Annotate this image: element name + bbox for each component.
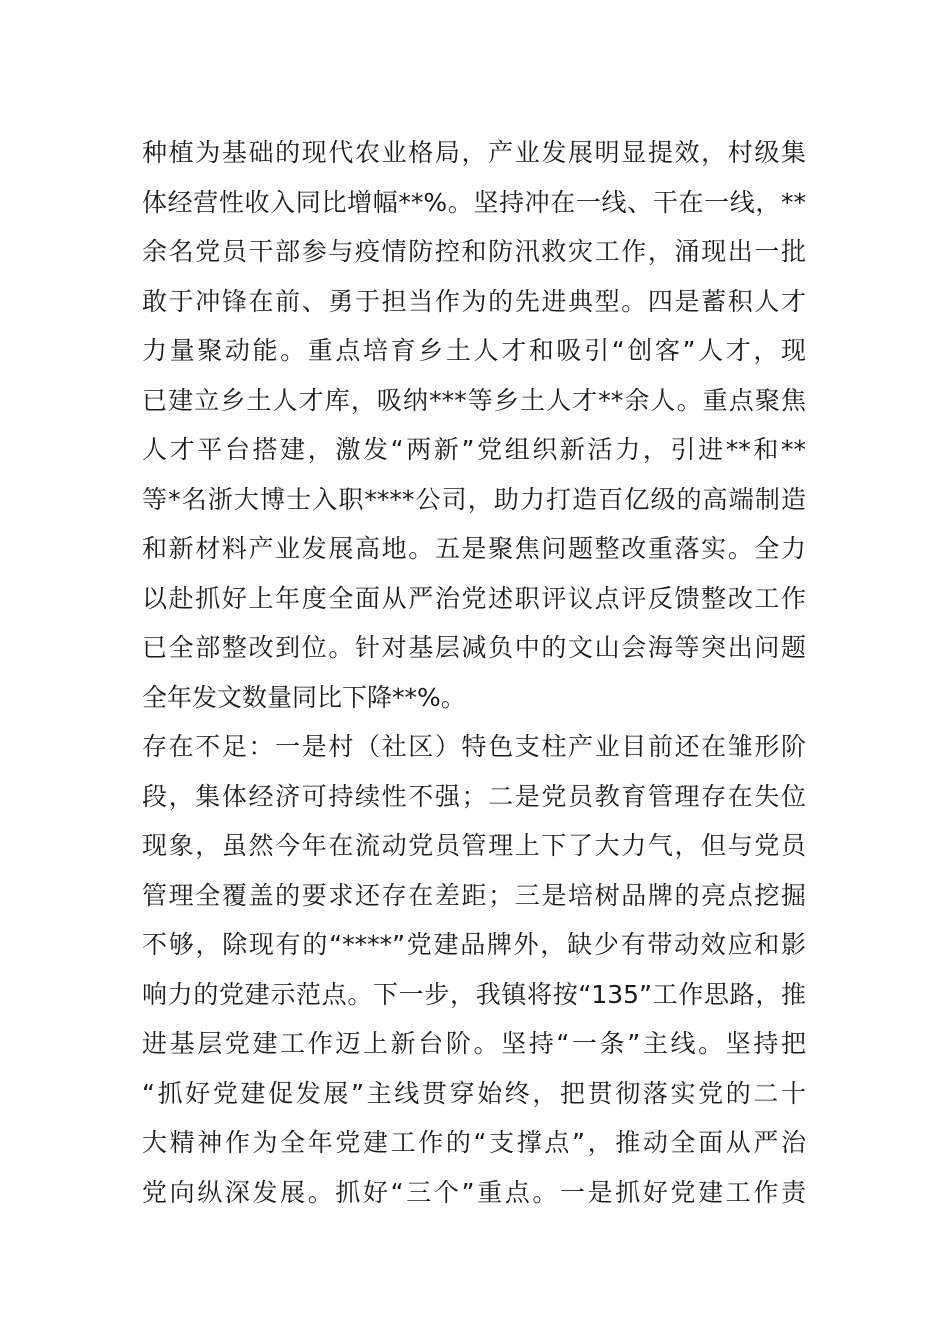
text-line: 人才平台搭建，激发“两新”党组织新活力，引进**和** — [142, 435, 806, 464]
text-line: 存在不足：一是村（社区）特色支柱产业目前还在雏形阶 — [142, 732, 806, 761]
text-line: 体经营性收入同比增幅**%。坚持冲在一线、干在一线，** — [142, 187, 806, 217]
text-line: 种植为基础的现代农业格局，产业发展明显提效，村级集 — [142, 138, 806, 167]
text-line: 已建立乡土人才库，吸纳***等乡土人才**余人。重点聚焦 — [142, 385, 806, 415]
text-line: “抓好党建促发展”主线贯穿始终，把贯彻落实党的二十 — [142, 1078, 806, 1108]
text-line: 管理全覆盖的要求还存在差距；三是培树品牌的亮点挖掘 — [142, 880, 806, 910]
text-line: 全年发文数量同比下降**%。 — [142, 682, 466, 712]
text-line: 现象，虽然今年在流动党员管理上下了大力气，但与党员 — [142, 831, 806, 860]
paragraph-achievements — [142, 128, 806, 722]
text-line: 力量聚动能。重点培育乡土人才和吸引“创客”人才，现 — [142, 336, 806, 365]
text-line: 和新材料产业发展高地。五是聚焦问题整改重落实。全力 — [142, 534, 806, 563]
text-line: 敢于冲锋在前、勇于担当作为的先进典型。四是蓄积人才 — [142, 286, 806, 316]
text-line: 已全部整改到位。针对基层减负中的文山会海等突出问题 — [142, 633, 806, 662]
text-line: 以赴抓好上年度全面从严治党述职评议点评反馈整改工作 — [142, 583, 806, 613]
body-text — [142, 128, 806, 1217]
text-line: 党向纵深发展。抓好“三个”重点。一是抓好党建工作责 — [142, 1177, 806, 1207]
text-line: 进基层党建工作迈上新台阶。坚持“一条”主线。坚持把 — [142, 1029, 806, 1058]
text-line: 余名党员干部参与疫情防控和防汛救灾工作，涌现出一批 — [142, 237, 806, 266]
text-line: 大精神作为全年党建工作的“支撑点”，推动全面从严治 — [142, 1128, 806, 1157]
paragraph-shortcomings — [142, 722, 806, 1217]
text-line: 等*名浙大博士入职****公司，助力打造百亿级的高端制造 — [142, 484, 806, 514]
text-line: 响力的党建示范点。下一步，我镇将按“135”工作思路，推 — [142, 979, 806, 1009]
text-line: 段，集体经济可持续性不强；二是党员教育管理存在失位 — [142, 781, 806, 811]
text-line: 不够，除现有的“****”党建品牌外，缺少有带动效应和影 — [142, 930, 806, 959]
